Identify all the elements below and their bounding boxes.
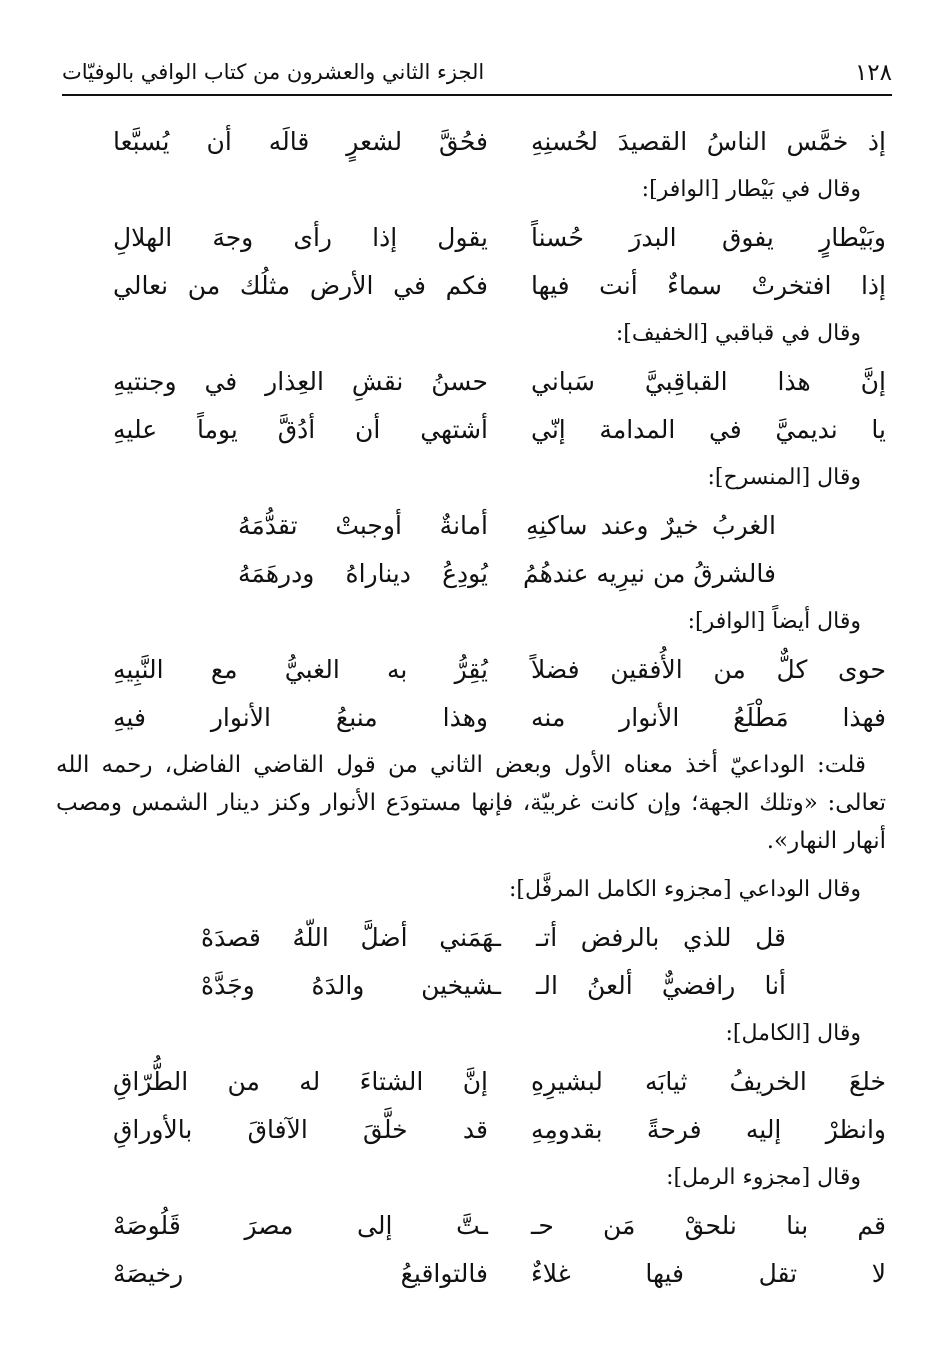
verse-line — [56, 1250, 886, 1298]
verse-line — [56, 406, 886, 454]
verse-second-hemistich: ـهَمَني أضلَّ اللّهُ قصدَهْ — [201, 923, 501, 952]
verse-second-hemistich: فالتواقيعُ رخيصَهْ — [113, 1259, 488, 1288]
verse-line — [56, 214, 886, 262]
verse-line — [56, 646, 886, 694]
verse-first-hemistich: لا تقل فيها غلاءٌ — [531, 1259, 886, 1288]
verse-line — [56, 914, 886, 962]
verse-line — [56, 502, 886, 550]
verse-introduction: وقال [الكامل]: — [725, 1021, 861, 1046]
verse-first-hemistich: إذ خمَّس الناسُ القصيدَ لحُسنِهِ — [531, 127, 886, 156]
verse-second-hemistich: قد خلَّقَ الآفاقَ بالأوراقِ — [113, 1115, 488, 1144]
verse-introduction: وقال في قباقبي [الخفيف]: — [615, 321, 861, 346]
verse-first-hemistich: وبَيْطارٍ يفوق البدرَ حُسناً — [531, 223, 886, 252]
verse-second-hemistich: ـشيخين والدَهُ وجَدَّهْ — [201, 971, 501, 1000]
verse-line — [56, 262, 886, 310]
verse-introduction: وقال [مجزوء الرمل]: — [666, 1165, 861, 1190]
verse-second-hemistich: يُودِعُ ديناراهُ ودرهَمَهُ — [238, 559, 488, 588]
verse-first-hemistich: حوى كلٌّ من الأُفقين فضلاً — [531, 655, 886, 684]
verse-first-hemistich: فالشرقُ من نيرِيه عندهُمُ — [522, 559, 776, 588]
verse-first-hemistich: قم بنا نلحقْ مَن حـ — [531, 1211, 886, 1240]
verse-first-hemistich: إنَّ هذا القباقِبيَّ سَباني — [531, 367, 886, 396]
page-body — [56, 118, 886, 1298]
verse-first-hemistich: إذا افتخرتْ سماءٌ أنت فيها — [531, 271, 886, 300]
verse-introduction: وقال [المنسرح]: — [707, 465, 861, 490]
verse-first-hemistich: وانظرْ إليه فرحةً بقدومِهِ — [531, 1115, 886, 1144]
verse-second-hemistich: إنَّ الشتاءَ له من الطُّرّاقِ — [113, 1067, 488, 1096]
page-number: ١٢٨ — [854, 60, 892, 86]
verse-first-hemistich: فهذا مَطْلَعُ الأنوار منه — [531, 703, 886, 732]
verse-second-hemistich: أشتهي أن أدُقَّ يوماً عليهِ — [113, 415, 488, 444]
verse-second-hemistich: أمانةٌ أوجبتْ تقدُّمَهُ — [238, 511, 488, 540]
verse-first-hemistich: يا نديميَّ في المدامة إنّي — [531, 415, 886, 444]
verse-line — [56, 118, 886, 166]
verse-line — [56, 1106, 886, 1154]
verse-second-hemistich: يُقِرُّ به الغبيُّ مع النَّبِيهِ — [113, 655, 488, 684]
verse-second-hemistich: فحُقَّ لشعرٍ قالَه أن يُسبَّعا — [113, 127, 488, 156]
verse-introduction: وقال في بَيْطار [الوافر]: — [641, 177, 861, 202]
verse-first-hemistich: قل للذي بالرفض أتـ — [536, 923, 786, 952]
verse-line — [56, 550, 886, 598]
verse-first-hemistich: خلعَ الخريفُ ثيابَه لبشيرِهِ — [531, 1067, 886, 1096]
verse-line — [56, 1058, 886, 1106]
verse-second-hemistich: وهذا منبعُ الأنوار فيهِ — [113, 703, 488, 732]
verse-first-hemistich: أنا رافضيٌّ ألعنُ الـ — [536, 971, 786, 1000]
verse-second-hemistich: ـتَّ إلى مصرَ قَلُوصَهْ — [113, 1211, 488, 1240]
verse-line — [56, 962, 886, 1010]
verse-second-hemistich: فكم في الأرض مثلُك من نعالي — [113, 271, 488, 300]
running-title: الجزء الثاني والعشرون من كتاب الوافي بالوفيّات — [62, 60, 485, 84]
verse-line — [56, 694, 886, 742]
verse-introduction: وقال الوداعي [مجزوء الكامل المرفَّل]: — [509, 877, 861, 902]
verse-introduction: وقال أيضاً [الوافر]: — [687, 609, 861, 634]
running-header — [62, 58, 892, 96]
verse-first-hemistich: الغربُ خيرٌ وعند ساكنِهِ — [526, 511, 776, 540]
verse-line — [56, 1202, 886, 1250]
verse-second-hemistich: حسنُ نقشِ العِذار في وجنتيهِ — [113, 367, 488, 396]
prose-paragraph: قلت: الوداعيّ أخذ معناه الأول وبعض الثاني من قول القاضي الفاضل، رحمه الله تعالى: «وتلك الجهة؛ وإن كانت غربيّة، فإنها مستودَع الأنوار وكنز دينار الشمس ومصب أنهار النهار». — [56, 752, 886, 854]
verse-second-hemistich: يقول إذا رأى وجهَ الهلالِ — [113, 223, 488, 252]
verse-line — [56, 358, 886, 406]
